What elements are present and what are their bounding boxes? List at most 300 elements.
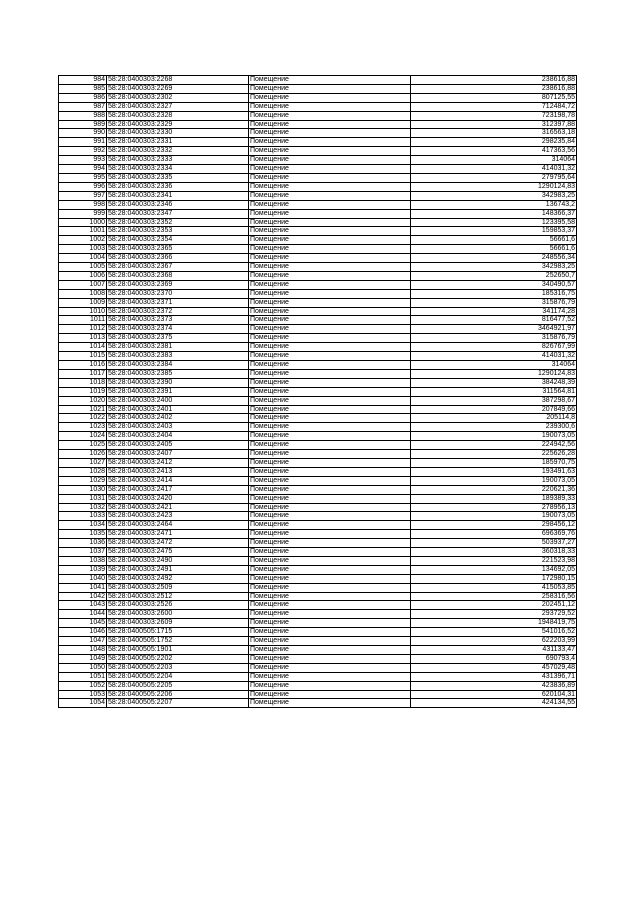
table-row: [59, 343, 577, 352]
cadastral-number-cell: 58:28:0400303:2412: [107, 458, 249, 467]
object-type-cell: Помещение: [249, 681, 411, 690]
row-number-cell: 1036: [59, 539, 107, 548]
table-row: [59, 672, 577, 681]
object-type-cell: Помещение: [249, 628, 411, 637]
cadastral-number-cell: 58:28:0400303:2370: [107, 289, 249, 298]
value-cell: 314064: [411, 361, 577, 370]
cadastral-number-cell: 58:28:0400303:2368: [107, 271, 249, 280]
value-cell: 134692,05: [411, 565, 577, 574]
object-type-cell: Помещение: [249, 663, 411, 672]
object-type-cell: Помещение: [249, 254, 411, 263]
value-cell: 417363,56: [411, 147, 577, 156]
value-cell: 807125,55: [411, 93, 577, 102]
value-cell: 293729,52: [411, 610, 577, 619]
row-number-cell: 1046: [59, 628, 107, 637]
object-type-cell: Помещение: [249, 271, 411, 280]
table-row: [59, 663, 577, 672]
row-number-cell: 989: [59, 120, 107, 129]
row-number-cell: 986: [59, 93, 107, 102]
table-row: [59, 209, 577, 218]
object-type-cell: Помещение: [249, 539, 411, 548]
row-number-cell: 1038: [59, 556, 107, 565]
object-type-cell: Помещение: [249, 396, 411, 405]
table-row: [59, 254, 577, 263]
object-type-cell: Помещение: [249, 405, 411, 414]
value-cell: 205114,8: [411, 414, 577, 423]
table-row: [59, 548, 577, 557]
object-type-cell: Помещение: [249, 298, 411, 307]
value-cell: 1948419,75: [411, 619, 577, 628]
table-row: [59, 352, 577, 361]
value-cell: 312397,88: [411, 120, 577, 129]
object-type-cell: Помещение: [249, 441, 411, 450]
value-cell: 3464921,97: [411, 325, 577, 334]
value-cell: 1290124,83: [411, 369, 577, 378]
object-type-cell: Помещение: [249, 316, 411, 325]
cadastral-number-cell: 58:28:0400303:2302: [107, 93, 249, 102]
object-type-cell: Помещение: [249, 325, 411, 334]
table-row: [59, 556, 577, 565]
table-row: [59, 681, 577, 690]
cadastral-number-cell: 58:28:0400303:2371: [107, 298, 249, 307]
row-number-cell: 1039: [59, 565, 107, 574]
object-type-cell: Помещение: [249, 102, 411, 111]
value-cell: 696369,76: [411, 530, 577, 539]
cadastral-number-cell: 58:28:0400303:2600: [107, 610, 249, 619]
row-number-cell: 1035: [59, 530, 107, 539]
row-number-cell: 1014: [59, 343, 107, 352]
value-cell: 723198,78: [411, 111, 577, 120]
cadastral-number-cell: 58:28:0400303:2331: [107, 138, 249, 147]
row-number-cell: 987: [59, 102, 107, 111]
row-number-cell: 994: [59, 165, 107, 174]
table-row: [59, 458, 577, 467]
value-cell: 620104,31: [411, 690, 577, 699]
value-cell: 414031,32: [411, 352, 577, 361]
value-cell: 136743,2: [411, 200, 577, 209]
object-type-cell: Помещение: [249, 654, 411, 663]
object-type-cell: Помещение: [249, 129, 411, 138]
value-cell: 279795,64: [411, 173, 577, 182]
value-cell: 225626,28: [411, 450, 577, 459]
table-row: [59, 369, 577, 378]
cadastral-number-cell: 58:28:0400303:2347: [107, 209, 249, 218]
table-row: [59, 646, 577, 655]
object-type-cell: Помещение: [249, 209, 411, 218]
value-cell: 190073,05: [411, 512, 577, 521]
row-number-cell: 1016: [59, 361, 107, 370]
cadastral-number-cell: 58:28:0400303:2369: [107, 280, 249, 289]
object-type-cell: Помещение: [249, 530, 411, 539]
cadastral-number-cell: 58:28:0400303:2509: [107, 583, 249, 592]
table-row: [59, 637, 577, 646]
value-cell: 503937,27: [411, 539, 577, 548]
row-number-cell: 1021: [59, 405, 107, 414]
cadastral-number-cell: 58:28:0400505:2207: [107, 699, 249, 708]
cadastral-number-cell: 58:28:0400303:2472: [107, 539, 249, 548]
row-number-cell: 1030: [59, 485, 107, 494]
value-cell: 414031,32: [411, 165, 577, 174]
row-number-cell: 984: [59, 76, 107, 85]
object-type-cell: Помещение: [249, 574, 411, 583]
value-cell: 248556,34: [411, 254, 577, 263]
cadastral-number-cell: 58:28:0400303:2381: [107, 343, 249, 352]
value-cell: 238616,88: [411, 76, 577, 85]
table-row: [59, 334, 577, 343]
table-row: [59, 200, 577, 209]
value-cell: 622203,99: [411, 637, 577, 646]
value-cell: 712484,72: [411, 102, 577, 111]
object-type-cell: Помещение: [249, 352, 411, 361]
object-type-cell: Помещение: [249, 476, 411, 485]
row-number-cell: 1028: [59, 467, 107, 476]
table-row: [59, 512, 577, 521]
value-cell: 190073,05: [411, 476, 577, 485]
table-row: [59, 396, 577, 405]
cadastral-number-cell: 58:28:0400303:2352: [107, 218, 249, 227]
object-type-cell: Помещение: [249, 521, 411, 530]
table-row: [59, 120, 577, 129]
row-number-cell: 1008: [59, 289, 107, 298]
object-type-cell: Помещение: [249, 378, 411, 387]
object-type-cell: Помещение: [249, 583, 411, 592]
row-number-cell: 1045: [59, 619, 107, 628]
cadastral-number-cell: 58:28:0400303:2391: [107, 387, 249, 396]
table-row: [59, 476, 577, 485]
cadastral-number-cell: 58:28:0400505:2205: [107, 681, 249, 690]
cadastral-number-cell: 58:28:0400505:2204: [107, 672, 249, 681]
value-cell: 185316,75: [411, 289, 577, 298]
table-row: [59, 76, 577, 85]
cadastral-number-cell: 58:28:0400505:1901: [107, 646, 249, 655]
row-number-cell: 1048: [59, 646, 107, 655]
cadastral-number-cell: 58:28:0400303:2491: [107, 565, 249, 574]
object-type-cell: Помещение: [249, 432, 411, 441]
table-row: [59, 405, 577, 414]
object-type-cell: Помещение: [249, 280, 411, 289]
object-type-cell: Помещение: [249, 182, 411, 191]
table-row: [59, 361, 577, 370]
row-number-cell: 1009: [59, 298, 107, 307]
value-cell: 185970,75: [411, 458, 577, 467]
row-number-cell: 1011: [59, 316, 107, 325]
table-row: [59, 378, 577, 387]
value-cell: 189389,33: [411, 494, 577, 503]
row-number-cell: 1004: [59, 254, 107, 263]
cadastral-number-cell: 58:28:0400303:2421: [107, 503, 249, 512]
value-cell: 316563,18: [411, 129, 577, 138]
object-type-cell: Помещение: [249, 467, 411, 476]
cadastral-number-cell: 58:28:0400303:2332: [107, 147, 249, 156]
table-row: [59, 583, 577, 592]
property-table: [58, 75, 577, 708]
value-cell: 239300,6: [411, 423, 577, 432]
cadastral-number-cell: 58:28:0400303:2327: [107, 102, 249, 111]
row-number-cell: 1017: [59, 369, 107, 378]
value-cell: 123395,58: [411, 218, 577, 227]
cadastral-number-cell: 58:28:0400303:2385: [107, 369, 249, 378]
value-cell: 387298,67: [411, 396, 577, 405]
table-row: [59, 467, 577, 476]
row-number-cell: 1025: [59, 441, 107, 450]
object-type-cell: Помещение: [249, 619, 411, 628]
row-number-cell: 1040: [59, 574, 107, 583]
row-number-cell: 1053: [59, 690, 107, 699]
object-type-cell: Помещение: [249, 361, 411, 370]
value-cell: 826767,99: [411, 343, 577, 352]
row-number-cell: 1010: [59, 307, 107, 316]
table-row: [59, 147, 577, 156]
table-row: [59, 601, 577, 610]
object-type-cell: Помещение: [249, 156, 411, 165]
value-cell: 541016,52: [411, 628, 577, 637]
value-cell: 314064: [411, 156, 577, 165]
object-type-cell: Помещение: [249, 450, 411, 459]
cadastral-number-cell: 58:28:0400505:2202: [107, 654, 249, 663]
table-row: [59, 307, 577, 316]
value-cell: 342983,25: [411, 191, 577, 200]
value-cell: 298235,84: [411, 138, 577, 147]
object-type-cell: Помещение: [249, 111, 411, 120]
row-number-cell: 1029: [59, 476, 107, 485]
object-type-cell: Помещение: [249, 672, 411, 681]
object-type-cell: Помещение: [249, 610, 411, 619]
value-cell: 56661,6: [411, 236, 577, 245]
table-row: [59, 84, 577, 93]
row-number-cell: 997: [59, 191, 107, 200]
table-row: [59, 539, 577, 548]
value-cell: 360318,33: [411, 548, 577, 557]
object-type-cell: Помещение: [249, 120, 411, 129]
object-type-cell: Помещение: [249, 458, 411, 467]
cadastral-number-cell: 58:28:0400303:2334: [107, 165, 249, 174]
table-row: [59, 156, 577, 165]
cadastral-number-cell: 58:28:0400303:2336: [107, 182, 249, 191]
object-type-cell: Помещение: [249, 556, 411, 565]
row-number-cell: 1034: [59, 521, 107, 530]
row-number-cell: 992: [59, 147, 107, 156]
object-type-cell: Помещение: [249, 343, 411, 352]
row-number-cell: 1027: [59, 458, 107, 467]
object-type-cell: Помещение: [249, 494, 411, 503]
cadastral-number-cell: 58:28:0400303:2404: [107, 432, 249, 441]
property-table-body: [59, 76, 577, 708]
cadastral-number-cell: 58:28:0400303:2367: [107, 263, 249, 272]
row-number-cell: 1037: [59, 548, 107, 557]
table-row: [59, 530, 577, 539]
value-cell: 431133,47: [411, 646, 577, 655]
value-cell: 415053,85: [411, 583, 577, 592]
table-row: [59, 263, 577, 272]
cadastral-number-cell: 58:28:0400303:2512: [107, 592, 249, 601]
row-number-cell: 1000: [59, 218, 107, 227]
value-cell: 224942,56: [411, 441, 577, 450]
cadastral-number-cell: 58:28:0400303:2403: [107, 423, 249, 432]
row-number-cell: 1054: [59, 699, 107, 708]
cadastral-number-cell: 58:28:0400303:2335: [107, 173, 249, 182]
row-number-cell: 1050: [59, 663, 107, 672]
cadastral-number-cell: 58:28:0400303:2526: [107, 601, 249, 610]
row-number-cell: 996: [59, 182, 107, 191]
row-number-cell: 1044: [59, 610, 107, 619]
row-number-cell: 1013: [59, 334, 107, 343]
table-row: [59, 432, 577, 441]
object-type-cell: Помещение: [249, 245, 411, 254]
value-cell: 340490,57: [411, 280, 577, 289]
cadastral-number-cell: 58:28:0400505:1715: [107, 628, 249, 637]
row-number-cell: 988: [59, 111, 107, 120]
row-number-cell: 1019: [59, 387, 107, 396]
table-row: [59, 289, 577, 298]
table-row: [59, 316, 577, 325]
object-type-cell: Помещение: [249, 690, 411, 699]
object-type-cell: Помещение: [249, 414, 411, 423]
table-row: [59, 387, 577, 396]
value-cell: 384248,39: [411, 378, 577, 387]
cadastral-number-cell: 58:28:0400303:2405: [107, 441, 249, 450]
table-row: [59, 565, 577, 574]
cadastral-number-cell: 58:28:0400303:2374: [107, 325, 249, 334]
object-type-cell: Помещение: [249, 76, 411, 85]
table-row: [59, 245, 577, 254]
table-row: [59, 236, 577, 245]
cadastral-number-cell: 58:28:0400303:2372: [107, 307, 249, 316]
cadastral-number-cell: 58:28:0400303:2269: [107, 84, 249, 93]
row-number-cell: 999: [59, 209, 107, 218]
table-row: [59, 619, 577, 628]
cadastral-number-cell: 58:28:0400303:2366: [107, 254, 249, 263]
cadastral-number-cell: 58:28:0400303:2475: [107, 548, 249, 557]
cadastral-number-cell: 58:28:0400303:2407: [107, 450, 249, 459]
cadastral-number-cell: 58:28:0400505:1752: [107, 637, 249, 646]
object-type-cell: Помещение: [249, 147, 411, 156]
cadastral-number-cell: 58:28:0400303:2464: [107, 521, 249, 530]
cadastral-number-cell: 58:28:0400303:2328: [107, 111, 249, 120]
table-row: [59, 182, 577, 191]
row-number-cell: 1026: [59, 450, 107, 459]
row-number-cell: 1007: [59, 280, 107, 289]
object-type-cell: Помещение: [249, 138, 411, 147]
cadastral-number-cell: 58:28:0400303:2384: [107, 361, 249, 370]
table-row: [59, 441, 577, 450]
table-row: [59, 165, 577, 174]
value-cell: 315876,79: [411, 334, 577, 343]
cadastral-number-cell: 58:28:0400303:2341: [107, 191, 249, 200]
row-number-cell: 1032: [59, 503, 107, 512]
object-type-cell: Помещение: [249, 423, 411, 432]
value-cell: 816477,52: [411, 316, 577, 325]
row-number-cell: 1003: [59, 245, 107, 254]
value-cell: 221523,98: [411, 556, 577, 565]
row-number-cell: 1043: [59, 601, 107, 610]
value-cell: 159853,37: [411, 227, 577, 236]
value-cell: 252650,7: [411, 271, 577, 280]
row-number-cell: 1042: [59, 592, 107, 601]
row-number-cell: 1012: [59, 325, 107, 334]
table-row: [59, 227, 577, 236]
value-cell: 423836,89: [411, 681, 577, 690]
table-row: [59, 450, 577, 459]
table-row: [59, 592, 577, 601]
value-cell: 258316,56: [411, 592, 577, 601]
value-cell: 238616,88: [411, 84, 577, 93]
object-type-cell: Помещение: [249, 307, 411, 316]
object-type-cell: Помещение: [249, 485, 411, 494]
cadastral-number-cell: 58:28:0400505:2206: [107, 690, 249, 699]
value-cell: 424134,55: [411, 699, 577, 708]
row-number-cell: 990: [59, 129, 107, 138]
object-type-cell: Помещение: [249, 227, 411, 236]
row-number-cell: 1041: [59, 583, 107, 592]
object-type-cell: Помещение: [249, 263, 411, 272]
value-cell: 311564,81: [411, 387, 577, 396]
cadastral-number-cell: 58:28:0400303:2390: [107, 378, 249, 387]
cadastral-number-cell: 58:28:0400303:2413: [107, 467, 249, 476]
table-row: [59, 129, 577, 138]
value-cell: 172980,15: [411, 574, 577, 583]
object-type-cell: Помещение: [249, 503, 411, 512]
object-type-cell: Помещение: [249, 173, 411, 182]
table-row: [59, 423, 577, 432]
row-number-cell: 993: [59, 156, 107, 165]
value-cell: 1290124,83: [411, 182, 577, 191]
cadastral-number-cell: 58:28:0400303:2471: [107, 530, 249, 539]
cadastral-number-cell: 58:28:0400303:2400: [107, 396, 249, 405]
cadastral-number-cell: 58:28:0400303:2346: [107, 200, 249, 209]
cadastral-number-cell: 58:28:0400303:2354: [107, 236, 249, 245]
cadastral-number-cell: 58:28:0400303:2353: [107, 227, 249, 236]
object-type-cell: Помещение: [249, 334, 411, 343]
table-row: [59, 628, 577, 637]
table-row: [59, 298, 577, 307]
cadastral-number-cell: 58:28:0400303:2383: [107, 352, 249, 361]
cadastral-number-cell: 58:28:0400303:2268: [107, 76, 249, 85]
value-cell: 298456,12: [411, 521, 577, 530]
table-row: [59, 191, 577, 200]
object-type-cell: Помещение: [249, 601, 411, 610]
object-type-cell: Помещение: [249, 699, 411, 708]
row-number-cell: 995: [59, 173, 107, 182]
table-row: [59, 93, 577, 102]
table-row: [59, 138, 577, 147]
table-row: [59, 485, 577, 494]
value-cell: 457029,48: [411, 663, 577, 672]
row-number-cell: 1047: [59, 637, 107, 646]
cadastral-number-cell: 58:28:0400303:2414: [107, 476, 249, 485]
table-row: [59, 654, 577, 663]
object-type-cell: Помещение: [249, 565, 411, 574]
table-row: [59, 414, 577, 423]
value-cell: 341174,28: [411, 307, 577, 316]
row-number-cell: 998: [59, 200, 107, 209]
table-row: [59, 699, 577, 708]
value-cell: 190073,05: [411, 432, 577, 441]
value-cell: 56661,6: [411, 245, 577, 254]
row-number-cell: 1020: [59, 396, 107, 405]
row-number-cell: 1015: [59, 352, 107, 361]
table-row: [59, 271, 577, 280]
object-type-cell: Помещение: [249, 236, 411, 245]
row-number-cell: 991: [59, 138, 107, 147]
value-cell: 431396,71: [411, 672, 577, 681]
table-row: [59, 111, 577, 120]
row-number-cell: 1001: [59, 227, 107, 236]
table-row: [59, 325, 577, 334]
object-type-cell: Помещение: [249, 646, 411, 655]
object-type-cell: Помещение: [249, 512, 411, 521]
value-cell: 690793,4: [411, 654, 577, 663]
cadastral-number-cell: 58:28:0400505:2203: [107, 663, 249, 672]
